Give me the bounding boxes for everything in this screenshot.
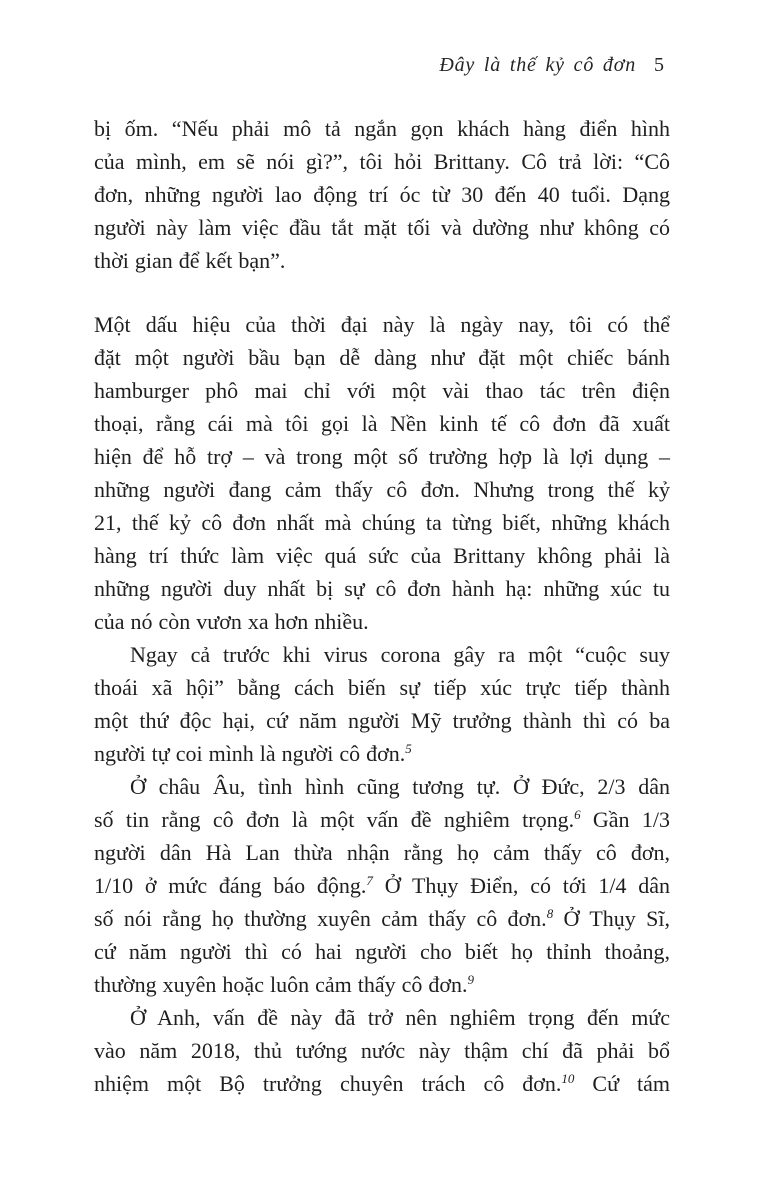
text-line: người tự coi mình là người cô đơn.$^5$: [94, 741, 412, 766]
text-line: thoại, rằng cái mà tôi gọi là Nền kinh tế cô đơn đã xuất: [94, 411, 670, 436]
text-line: Ở Anh, vấn đề này đã trở nên nghiêm trọng đến mức: [130, 1005, 670, 1030]
text-line: của nó còn vươn xa hơn nhiều.: [94, 609, 369, 634]
text-line: thoái xã hội” bằng cách biến sự tiếp xúc trực tiếp thành: [94, 675, 670, 700]
text-line: hamburger phô mai chỉ với một vài thao tác trên điện: [94, 378, 670, 403]
text-line: hàng trí thức làm việc quá sức của Brittany không phải là: [94, 543, 670, 568]
footnote-marker: 5: [405, 741, 412, 756]
page-number: 5: [654, 54, 664, 76]
text-line: Một dấu hiệu của thời đại này là ngày nay, tôi có thể: [94, 312, 670, 337]
text-line: đặt một người bầu bạn dễ dàng như đặt một chiếc bánh: [94, 345, 670, 370]
page-header: [94, 52, 664, 78]
paragraph: [94, 112, 670, 277]
text-line: nhiệm một Bộ trưởng chuyên trách cô đơn.$^{10}$ Cứ tám: [94, 1071, 671, 1096]
text-line: người dân Hà Lan thừa nhận rằng họ cảm thấy cô đơn,: [94, 840, 670, 865]
paragraph: [94, 1001, 670, 1100]
text-line: thường xuyên hoặc luôn cảm thấy cô đơn.$^9$: [94, 972, 474, 997]
text-line: những người đang cảm thấy cô đơn. Nhưng trong thế kỷ: [94, 477, 670, 502]
text-line: 1/10 ở mức đáng báo động.$^7$ Ở Thụy Điển, có tới 1/4 dân: [94, 873, 670, 898]
footnote-marker: 10: [561, 1071, 575, 1086]
footnote-marker: 6: [574, 807, 581, 822]
text-line: đơn, những người lao động trí óc từ 30 đến 40 tuổi. Dạng: [94, 182, 670, 207]
text-line: hiện để hỗ trợ – và trong một số trường hợp là lợi dụng –: [94, 444, 670, 469]
text-line: Ngay cả trước khi virus corona gây ra một “cuộc suy: [130, 642, 670, 667]
paragraph: [94, 770, 670, 1001]
text-line: một thứ độc hại, cứ năm người Mỹ trưởng thành thì có ba: [94, 708, 670, 733]
paragraph: [94, 308, 670, 638]
text-line: số nói rằng họ thường xuyên cảm thấy cô đơn.$^8$ Ở Thụy Sĩ,: [94, 906, 670, 931]
footnote-marker: 7: [366, 873, 373, 888]
text-line: người này làm việc đầu tắt mặt tối và dường như không có: [94, 215, 670, 240]
text-line: thời gian để kết bạn”.: [94, 248, 286, 273]
text-line: 21, thế kỷ cô đơn nhất mà chúng ta từng biết, những khách: [94, 510, 670, 535]
text-line: của mình, em sẽ nói gì?”, tôi hỏi Brittany. Cô trả lời: “Cô: [94, 149, 670, 174]
text-line: số tin rằng cô đơn là một vấn đề nghiêm trọng.$^6$ Gần 1/3: [94, 807, 670, 832]
running-title: Đây là thế kỷ cô đơn: [439, 54, 636, 76]
footnote-marker: 9: [467, 972, 474, 987]
text-line: bị ốm. “Nếu phải mô tả ngắn gọn khách hàng điển hình: [94, 116, 670, 141]
footnote-marker: 8: [546, 906, 554, 921]
text-line: Ở châu Âu, tình hình cũng tương tự. Ở Đức, 2/3 dân: [130, 774, 670, 799]
text-line: những người duy nhất bị sự cô đơn hành hạ: những xúc tu: [94, 576, 670, 601]
text-line: vào năm 2018, thủ tướng nước này thậm chí đã phải bổ: [94, 1038, 670, 1063]
text-line: cứ năm người thì có hai người cho biết họ thỉnh thoảng,: [94, 939, 670, 964]
page-body: [94, 112, 670, 1100]
paragraph: [94, 638, 670, 770]
